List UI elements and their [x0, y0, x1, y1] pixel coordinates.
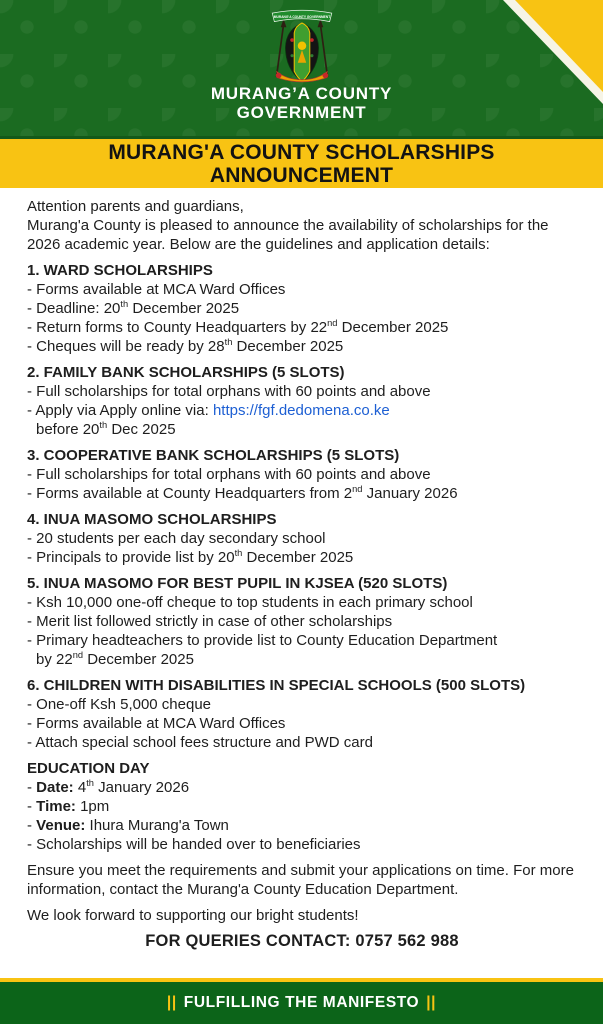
- county-crest-logo: [251, 6, 353, 84]
- text-segment: - Scholarships will be handed over to beneficiaries: [27, 836, 361, 853]
- bullet-line: [27, 778, 577, 797]
- intro-text: Murang'a County is pleased to announce the availability of scholarships for the 2026 academic year. Below are the guidelines and application details:: [27, 217, 549, 253]
- bullet-line: [27, 593, 577, 612]
- ordinal-suffix: th: [224, 337, 233, 347]
- section-heading: 2. FAMILY BANK SCHOLARSHIPS (5 SLOTS): [27, 364, 345, 381]
- text-segment: December 2025: [232, 338, 344, 355]
- text-segment: January 2026: [93, 779, 190, 796]
- bullet-line: [27, 612, 577, 631]
- bullet-line: [27, 548, 577, 567]
- bullet-line: [27, 484, 577, 503]
- text-segment: Ihura Murang'a Town: [85, 817, 229, 834]
- text-segment: - Deadline: 20: [27, 300, 121, 317]
- section-7: [27, 759, 577, 854]
- text-segment: 1pm: [75, 798, 110, 815]
- section-heading: 3. COOPERATIVE BANK SCHOLARSHIPS (5 SLOTS): [27, 447, 400, 464]
- application-url-link[interactable]: https://fgf.dedomena.co.ke: [212, 402, 390, 419]
- bullet-line: [27, 529, 577, 548]
- bullet-line: [27, 816, 577, 835]
- text-segment: 4: [73, 779, 87, 796]
- crest-banner-text: MURANG'A COUNTY GOVERNMENT: [273, 15, 330, 20]
- text-segment: January 2026: [362, 485, 458, 502]
- ordinal-suffix: th: [99, 420, 108, 430]
- intro-paragraph: [27, 197, 577, 254]
- bold-label: Time:: [36, 798, 76, 815]
- poster-title-line2: ANNOUNCEMENT: [209, 163, 394, 187]
- bullet-line: [27, 420, 577, 439]
- text-segment: - Return forms to County Headquarters by 22: [27, 319, 328, 336]
- bullet-line: [27, 631, 577, 650]
- text-segment: - 20 students per each day secondary school: [27, 530, 326, 547]
- footer-motto: FULFILLING THE MANIFESTO: [183, 994, 420, 1011]
- ordinal-suffix: th: [86, 778, 94, 788]
- text-segment: December 2025: [242, 549, 354, 566]
- section-heading: 4. INUA MASOMO SCHOLARSHIPS: [27, 511, 277, 528]
- bold-label: Date:: [36, 779, 74, 796]
- ordinal-suffix: th: [120, 299, 129, 309]
- text-segment: - Full scholarships for total orphans with 60 points and above: [27, 466, 431, 483]
- text-segment: December 2025: [128, 300, 240, 317]
- bullet-line: [27, 401, 577, 420]
- closing-ensure-paragraph: Ensure you meet the requirements and submit your applications on time. For more information, contact the Murang'a County Education Department.: [27, 862, 574, 898]
- text-segment: Dec 2025: [107, 421, 176, 438]
- text-segment: December 2025: [83, 651, 194, 668]
- text-segment: - Forms available at MCA Ward Offices: [27, 281, 286, 298]
- poster-footer: [0, 978, 603, 1024]
- text-segment: -: [27, 779, 37, 796]
- ordinal-suffix: nd: [327, 318, 338, 328]
- section-1: [27, 261, 577, 356]
- bullet-line: [27, 650, 577, 669]
- county-name-line1: MURANG’A COUNTY: [210, 84, 393, 103]
- text-segment: - Primary headteachers to provide list to County Education Department: [27, 632, 498, 649]
- text-segment: -: [27, 798, 37, 815]
- bullet-line: [27, 835, 577, 854]
- ordinal-suffix: th: [234, 548, 243, 558]
- section-2: [27, 363, 577, 439]
- bullet-line: [27, 797, 577, 816]
- text-segment: - Ksh 10,000 one-off cheque to top students in each primary school: [27, 594, 473, 611]
- bullet-line: [27, 465, 577, 484]
- text-segment: - Forms available at County Headquarters from 2: [27, 485, 353, 502]
- bullet-line: [27, 733, 577, 752]
- bullet-line: [27, 299, 577, 318]
- section-6: [27, 676, 577, 752]
- queries-contact-line: FOR QUERIES CONTACT: 0757 562 988: [145, 932, 459, 950]
- text-segment: -: [27, 817, 37, 834]
- text-segment: - Forms available at MCA Ward Offices: [27, 715, 286, 732]
- bullet-line: [27, 337, 577, 356]
- title-banner: [0, 136, 603, 188]
- ordinal-suffix: nd: [352, 484, 363, 494]
- text-segment: - Cheques will be ready by 28: [27, 338, 225, 355]
- closing-thanks-line: We look forward to supporting our bright students!: [27, 907, 359, 924]
- section-5: [27, 574, 577, 669]
- bullet-line: [27, 714, 577, 733]
- poster-header: [0, 0, 603, 136]
- text-segment: December 2025: [337, 319, 449, 336]
- text-segment: - One-off Ksh 5,000 cheque: [27, 696, 212, 713]
- text-segment: - Merit list followed strictly in case of other scholarships: [27, 613, 393, 630]
- footer-pipe-left: ||: [166, 994, 177, 1011]
- section-4: [27, 510, 577, 567]
- text-segment: - Full scholarships for total orphans with 60 points and above: [27, 383, 431, 400]
- text-segment: - Principals to provide list by 20: [27, 549, 235, 566]
- bold-label: Venue:: [36, 817, 86, 834]
- text-segment: before 20: [36, 421, 100, 438]
- section-heading: 6. CHILDREN WITH DISABILITIES IN SPECIAL SCHOOLS (500 SLOTS): [27, 677, 526, 694]
- section-heading: 1. WARD SCHOLARSHIPS: [27, 262, 213, 279]
- text-segment: - Attach special school fees structure and PWD card: [27, 734, 373, 751]
- ordinal-suffix: nd: [72, 650, 84, 660]
- county-name-line2: GOVERNMENT: [236, 103, 367, 122]
- sections: [27, 261, 577, 854]
- bullet-line: [27, 382, 577, 401]
- text-segment: - Apply via Apply online via:: [27, 402, 213, 419]
- poster-body: [0, 188, 603, 978]
- bullet-line: [27, 695, 577, 714]
- section-heading: 5. INUA MASOMO FOR BEST PUPIL IN KJSEA (520 SLOTS): [27, 575, 448, 592]
- intro-salutation: Attention parents and guardians,: [27, 198, 244, 215]
- section-heading: EDUCATION DAY: [27, 760, 150, 777]
- bullet-line: [27, 318, 577, 337]
- footer-pipe-right: ||: [426, 994, 437, 1011]
- section-3: [27, 446, 577, 503]
- bullet-line: [27, 280, 577, 299]
- poster-title-line1: MURANG'A COUNTY SCHOLARSHIPS: [108, 140, 495, 164]
- text-segment: by 22: [36, 651, 73, 668]
